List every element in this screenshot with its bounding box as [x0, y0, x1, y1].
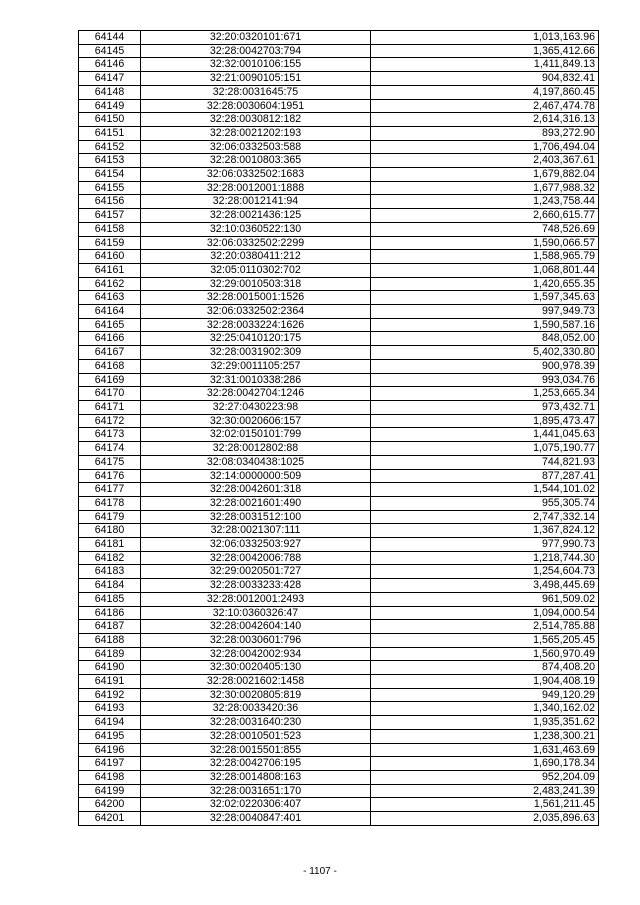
- table-row: [79, 510, 599, 524]
- table-row: [79, 620, 599, 634]
- row-number-cell: 64173: [79, 428, 141, 442]
- cadastral-number-cell: 32:31:0010338:286: [141, 373, 371, 387]
- row-number-cell: 64171: [79, 400, 141, 414]
- cadastral-number-cell: 32:28:0012802:88: [141, 442, 371, 456]
- row-number-cell: 64177: [79, 483, 141, 497]
- table-row: [79, 387, 599, 401]
- amount-cell: 904,832.41: [371, 72, 599, 86]
- amount-cell: 955,305.74: [371, 496, 599, 510]
- page-number: - 1107 -: [303, 866, 337, 877]
- row-number-cell: 64176: [79, 469, 141, 483]
- cadastral-number-cell: 32:28:0021202:193: [141, 126, 371, 140]
- cadastral-number-cell: 32:28:0042604:140: [141, 620, 371, 634]
- cadastral-number-cell: 32:21:0090105:151: [141, 72, 371, 86]
- cadastral-number-cell: 32:28:0033233:428: [141, 579, 371, 593]
- cadastral-number-cell: 32:28:0031645:75: [141, 85, 371, 99]
- amount-cell: 1,588,965.79: [371, 250, 599, 264]
- table-row: [79, 469, 599, 483]
- row-number-cell: 64169: [79, 373, 141, 387]
- table-row: [79, 661, 599, 675]
- row-number-cell: 64194: [79, 716, 141, 730]
- amount-cell: 874,408.20: [371, 661, 599, 675]
- amount-cell: 1,218,744.30: [371, 551, 599, 565]
- amount-cell: 2,035,896.63: [371, 812, 599, 826]
- cadastral-number-cell: 32:28:0030604:1951: [141, 99, 371, 113]
- cadastral-number-cell: 32:25:0410120:175: [141, 332, 371, 346]
- amount-cell: 2,403,367.61: [371, 154, 599, 168]
- cadastral-number-cell: 32:05:0110302:702: [141, 263, 371, 277]
- amount-cell: 1,904,408.19: [371, 675, 599, 689]
- amount-cell: 1,254,604.73: [371, 565, 599, 579]
- row-number-cell: 64192: [79, 688, 141, 702]
- cadastral-number-cell: 32:28:0010501:523: [141, 729, 371, 743]
- cadastral-number-cell: 32:28:0033224:1626: [141, 318, 371, 332]
- amount-cell: 1,560,970.49: [371, 647, 599, 661]
- cadastral-number-cell: 32:28:0012001:2493: [141, 592, 371, 606]
- row-number-cell: 64181: [79, 538, 141, 552]
- row-number-cell: 64167: [79, 346, 141, 360]
- amount-cell: 1,094,000.54: [371, 606, 599, 620]
- row-number-cell: 64189: [79, 647, 141, 661]
- cadastral-number-cell: 32:02:0150101:799: [141, 428, 371, 442]
- table-row: [79, 428, 599, 442]
- row-number-cell: 64184: [79, 579, 141, 593]
- cadastral-number-cell: 32:28:0031640:230: [141, 716, 371, 730]
- table-row: [79, 99, 599, 113]
- row-number-cell: 64158: [79, 222, 141, 236]
- table-row: [79, 770, 599, 784]
- table-row: [79, 647, 599, 661]
- row-number-cell: 64197: [79, 757, 141, 771]
- row-number-cell: 64165: [79, 318, 141, 332]
- cadastral-number-cell: 32:30:0020405:130: [141, 661, 371, 675]
- table-row: [79, 85, 599, 99]
- cadastral-number-cell: 32:28:0010803:365: [141, 154, 371, 168]
- table-row: [79, 58, 599, 72]
- data-table-container: [78, 30, 598, 826]
- row-number-cell: 64198: [79, 770, 141, 784]
- amount-cell: 1,253,665.34: [371, 387, 599, 401]
- row-number-cell: 64156: [79, 195, 141, 209]
- amount-cell: 1,365,412.66: [371, 44, 599, 58]
- table-row: [79, 757, 599, 771]
- amount-cell: 848,052.00: [371, 332, 599, 346]
- table-row: [79, 277, 599, 291]
- row-number-cell: 64144: [79, 31, 141, 45]
- amount-cell: 748,526.69: [371, 222, 599, 236]
- cadastral-number-cell: 32:06:0332502:2299: [141, 236, 371, 250]
- cadastral-number-cell: 32:28:0042706:195: [141, 757, 371, 771]
- row-number-cell: 64149: [79, 99, 141, 113]
- table-row: [79, 140, 599, 154]
- row-number-cell: 64201: [79, 812, 141, 826]
- cadastral-number-cell: 32:28:0033420:36: [141, 702, 371, 716]
- cadastral-number-cell: 32:10:0360326:47: [141, 606, 371, 620]
- cadastral-number-cell: 32:28:0040847:401: [141, 812, 371, 826]
- amount-cell: 2,614,316.13: [371, 113, 599, 127]
- amount-cell: 949,120.29: [371, 688, 599, 702]
- amount-cell: 993,034.76: [371, 373, 599, 387]
- amount-cell: 2,660,615.77: [371, 209, 599, 223]
- cadastral-number-cell: 32:28:0030601:796: [141, 633, 371, 647]
- cadastral-number-cell: 32:28:0042601:318: [141, 483, 371, 497]
- amount-cell: 1,895,473.47: [371, 414, 599, 428]
- row-number-cell: 64152: [79, 140, 141, 154]
- table-row: [79, 318, 599, 332]
- row-number-cell: 64179: [79, 510, 141, 524]
- table-row: [79, 579, 599, 593]
- cadastral-number-cell: 32:28:0042006:788: [141, 551, 371, 565]
- amount-cell: 2,467,474.78: [371, 99, 599, 113]
- cadastral-number-cell: 32:27:0430223:98: [141, 400, 371, 414]
- amount-cell: 1,068,801.44: [371, 263, 599, 277]
- amount-cell: 1,561,211.45: [371, 798, 599, 812]
- cadastral-number-cell: 32:20:0380411:212: [141, 250, 371, 264]
- row-number-cell: 64180: [79, 524, 141, 538]
- amount-cell: 1,679,882.04: [371, 168, 599, 182]
- row-number-cell: 64196: [79, 743, 141, 757]
- cadastral-number-cell: 32:28:0012001:1888: [141, 181, 371, 195]
- cadastral-number-cell: 32:30:0020606:157: [141, 414, 371, 428]
- row-number-cell: 64150: [79, 113, 141, 127]
- amount-cell: 977,990.73: [371, 538, 599, 552]
- row-number-cell: 64175: [79, 455, 141, 469]
- cadastral-number-cell: 32:28:0030812:182: [141, 113, 371, 127]
- cadastral-number-cell: 32:28:0021602:1458: [141, 675, 371, 689]
- amount-cell: 1,935,351.62: [371, 716, 599, 730]
- amount-cell: 1,340,162.02: [371, 702, 599, 716]
- amount-cell: 1,590,066.57: [371, 236, 599, 250]
- amount-cell: 2,514,785.88: [371, 620, 599, 634]
- amount-cell: 973,432.71: [371, 400, 599, 414]
- table-row: [79, 113, 599, 127]
- row-number-cell: 64163: [79, 291, 141, 305]
- row-number-cell: 64148: [79, 85, 141, 99]
- row-number-cell: 64195: [79, 729, 141, 743]
- cadastral-number-cell: 32:30:0020805:819: [141, 688, 371, 702]
- table-row: [79, 236, 599, 250]
- cadastral-number-cell: 32:10:0360522:130: [141, 222, 371, 236]
- cadastral-number-cell: 32:06:0332503:927: [141, 538, 371, 552]
- cadastral-number-cell: 32:28:0014808:163: [141, 770, 371, 784]
- row-number-cell: 64174: [79, 442, 141, 456]
- amount-cell: 961,509.02: [371, 592, 599, 606]
- amount-cell: 997,949.73: [371, 305, 599, 319]
- row-number-cell: 64186: [79, 606, 141, 620]
- cadastral-number-cell: 32:28:0042002:934: [141, 647, 371, 661]
- cadastral-number-cell: 32:28:0021436:125: [141, 209, 371, 223]
- row-number-cell: 64162: [79, 277, 141, 291]
- table-row: [79, 743, 599, 757]
- table-row: [79, 195, 599, 209]
- cadastral-number-cell: 32:28:0031512:100: [141, 510, 371, 524]
- cadastral-number-cell: 32:20:0320101:671: [141, 31, 371, 45]
- cadastral-number-cell: 32:28:0021601:490: [141, 496, 371, 510]
- amount-cell: 1,690,178.34: [371, 757, 599, 771]
- amount-cell: 1,075,190.77: [371, 442, 599, 456]
- cadastral-number-cell: 32:28:0042703:794: [141, 44, 371, 58]
- table-row: [79, 72, 599, 86]
- table-row: [79, 222, 599, 236]
- table-row: [79, 291, 599, 305]
- table-body: [79, 31, 599, 826]
- cadastral-number-cell: 32:29:0011105:257: [141, 359, 371, 373]
- amount-cell: 1,243,758.44: [371, 195, 599, 209]
- amount-cell: 952,204.09: [371, 770, 599, 784]
- row-number-cell: 64147: [79, 72, 141, 86]
- cadastral-number-cell: 32:06:0332502:1683: [141, 168, 371, 182]
- table-row: [79, 716, 599, 730]
- table-row: [79, 606, 599, 620]
- amount-cell: 2,747,332.14: [371, 510, 599, 524]
- table-row: [79, 250, 599, 264]
- row-number-cell: 64182: [79, 551, 141, 565]
- cadastral-number-cell: 32:02:0220306:407: [141, 798, 371, 812]
- table-row: [79, 332, 599, 346]
- row-number-cell: 64166: [79, 332, 141, 346]
- amount-cell: 1,677,988.32: [371, 181, 599, 195]
- table-row: [79, 483, 599, 497]
- table-row: [79, 168, 599, 182]
- amount-cell: 3,498,445.69: [371, 579, 599, 593]
- amount-cell: 1,597,345.63: [371, 291, 599, 305]
- amount-cell: 1,411,849.13: [371, 58, 599, 72]
- amount-cell: 1,238,300.21: [371, 729, 599, 743]
- amount-cell: 1,420,655.35: [371, 277, 599, 291]
- table-row: [79, 154, 599, 168]
- amount-cell: 893,272.90: [371, 126, 599, 140]
- table-row: [79, 373, 599, 387]
- cadastral-number-cell: 32:28:0015001:1526: [141, 291, 371, 305]
- amount-cell: 1,367,824.12: [371, 524, 599, 538]
- row-number-cell: 64146: [79, 58, 141, 72]
- cadastral-number-cell: 32:28:0015501:855: [141, 743, 371, 757]
- table-row: [79, 592, 599, 606]
- row-number-cell: 64168: [79, 359, 141, 373]
- table-row: [79, 524, 599, 538]
- cadastral-number-cell: 32:28:0042704:1246: [141, 387, 371, 401]
- row-number-cell: 64185: [79, 592, 141, 606]
- table-row: [79, 688, 599, 702]
- row-number-cell: 64183: [79, 565, 141, 579]
- table-row: [79, 181, 599, 195]
- row-number-cell: 64155: [79, 181, 141, 195]
- cadastral-number-cell: 32:28:0031651:170: [141, 784, 371, 798]
- cadastral-number-cell: 32:28:0021307:111: [141, 524, 371, 538]
- row-number-cell: 64157: [79, 209, 141, 223]
- table-row: [79, 31, 599, 45]
- table-row: [79, 126, 599, 140]
- table-row: [79, 442, 599, 456]
- row-number-cell: 64178: [79, 496, 141, 510]
- row-number-cell: 64145: [79, 44, 141, 58]
- table-row: [79, 675, 599, 689]
- row-number-cell: 64151: [79, 126, 141, 140]
- table-row: [79, 496, 599, 510]
- cadastral-number-cell: 32:06:0332502:2364: [141, 305, 371, 319]
- table-row: [79, 209, 599, 223]
- table-row: [79, 798, 599, 812]
- row-number-cell: 64153: [79, 154, 141, 168]
- amount-cell: 744,821.93: [371, 455, 599, 469]
- table-row: [79, 551, 599, 565]
- table-row: [79, 44, 599, 58]
- table-row: [79, 702, 599, 716]
- row-number-cell: 64161: [79, 263, 141, 277]
- row-number-cell: 64190: [79, 661, 141, 675]
- amount-cell: 1,590,587.16: [371, 318, 599, 332]
- table-row: [79, 263, 599, 277]
- cadastral-number-cell: 32:28:0031902:309: [141, 346, 371, 360]
- table-row: [79, 359, 599, 373]
- row-number-cell: 64191: [79, 675, 141, 689]
- table-row: [79, 414, 599, 428]
- amount-cell: 5,402,330.80: [371, 346, 599, 360]
- row-number-cell: 64193: [79, 702, 141, 716]
- row-number-cell: 64172: [79, 414, 141, 428]
- cadastral-number-cell: 32:08:0340438:1025: [141, 455, 371, 469]
- row-number-cell: 64164: [79, 305, 141, 319]
- table-row: [79, 784, 599, 798]
- cadastral-number-cell: 32:29:0020501:727: [141, 565, 371, 579]
- amount-cell: 1,441,045.63: [371, 428, 599, 442]
- cadastral-number-cell: 32:14:0000000:509: [141, 469, 371, 483]
- row-number-cell: 64154: [79, 168, 141, 182]
- table-row: [79, 455, 599, 469]
- amount-cell: 877,287.41: [371, 469, 599, 483]
- data-table: [78, 30, 599, 826]
- cadastral-number-cell: 32:29:0010503:318: [141, 277, 371, 291]
- amount-cell: 1,013,163.96: [371, 31, 599, 45]
- amount-cell: 1,565,205.45: [371, 633, 599, 647]
- cadastral-number-cell: 32:28:0012141:94: [141, 195, 371, 209]
- row-number-cell: 64187: [79, 620, 141, 634]
- row-number-cell: 64200: [79, 798, 141, 812]
- table-row: [79, 538, 599, 552]
- row-number-cell: 64188: [79, 633, 141, 647]
- amount-cell: 1,706,494.04: [371, 140, 599, 154]
- amount-cell: 1,631,463.69: [371, 743, 599, 757]
- table-row: [79, 565, 599, 579]
- amount-cell: 4,197,860.45: [371, 85, 599, 99]
- table-row: [79, 633, 599, 647]
- amount-cell: 1,544,101.02: [371, 483, 599, 497]
- amount-cell: 900,978.39: [371, 359, 599, 373]
- cadastral-number-cell: 32:06:0332503:588: [141, 140, 371, 154]
- cadastral-number-cell: 32:32:0010106:155: [141, 58, 371, 72]
- table-row: [79, 400, 599, 414]
- table-row: [79, 729, 599, 743]
- table-row: [79, 346, 599, 360]
- table-row: [79, 812, 599, 826]
- row-number-cell: 64159: [79, 236, 141, 250]
- row-number-cell: 64170: [79, 387, 141, 401]
- amount-cell: 2,483,241.39: [371, 784, 599, 798]
- row-number-cell: 64199: [79, 784, 141, 798]
- row-number-cell: 64160: [79, 250, 141, 264]
- table-row: [79, 305, 599, 319]
